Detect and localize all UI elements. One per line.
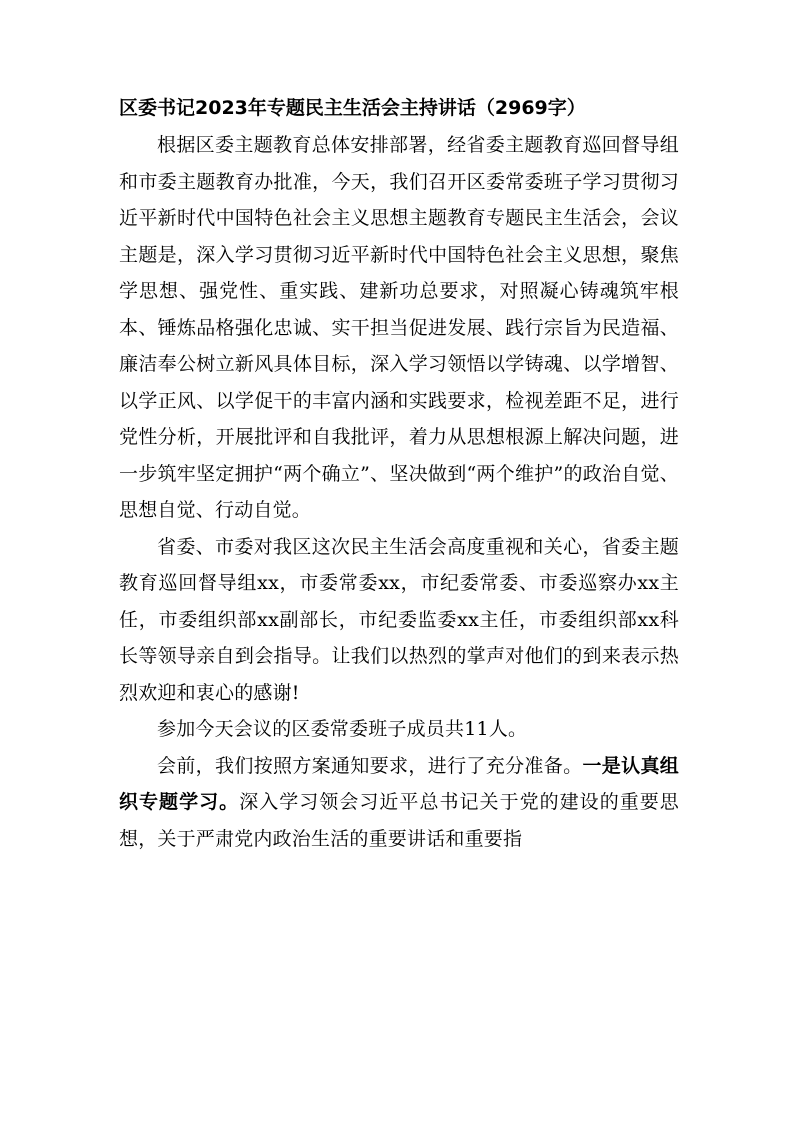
paragraph-preparation [119, 748, 679, 858]
paragraph-attendance: 参加今天会议的区委常委班子成员共11人。 [157, 718, 528, 740]
document-body [119, 92, 679, 857]
preparation-heading-one: 一是认真组织专题学习。 [119, 754, 679, 813]
paragraph-welcome-leaders: 省委、市委对我区这次民主生活会高度重视和关心，省委主题教育巡回督导组xx，市委常委xx，市纪委常委、市委巡察办xx主任，市委组织部xx副部长，市纪委监委xx主任，市委组织部xx科长等领导亲自到会指导。让我们以热烈的掌声对他们的到来表示热烈欢迎和衷心的感谢! [119, 535, 679, 704]
document-title: 区委书记2023年专题民主生活会主持讲话（2969字） [119, 97, 586, 119]
preparation-text-continued: 深入学习领会习近平总书记关于党的建设的重要思想，关于严肃党内政治生活的重要讲话和重要指 [119, 791, 680, 850]
preparation-text: 会前，我们按照方案通知要求，进行了充分准备。 [157, 754, 583, 777]
paragraph-meeting-intro: 根据区委主题教育总体安排部署，经省委主题教育巡回督导组和市委主题教育办批准，今天，我们召开区委常委班子学习贯彻习近平新时代中国特色社会主义思想主题教育专题民主生活会，会议主题是，深入学习贯彻习近平新时代中国特色社会主义思想，聚焦学思想、强党性、重实践、建新功总要求，对照凝心铸魂筑牢根本、锤炼品格强化忠诚、实干担当促进发展、践行宗旨为民造福、廉洁奉公树立新风具体目标，深入学习领悟以学铸魂、以学增智、以学正风、以学促干的丰富内涵和实践要求，检视差距不足，进行党性分析，开展批评和自我批评，着力从思想根源上解决问题，进一步筑牢坚定拥护“两个确立”、坚决做到“两个维护”的政治自觉、思想自觉、行动自觉。 [119, 134, 679, 521]
